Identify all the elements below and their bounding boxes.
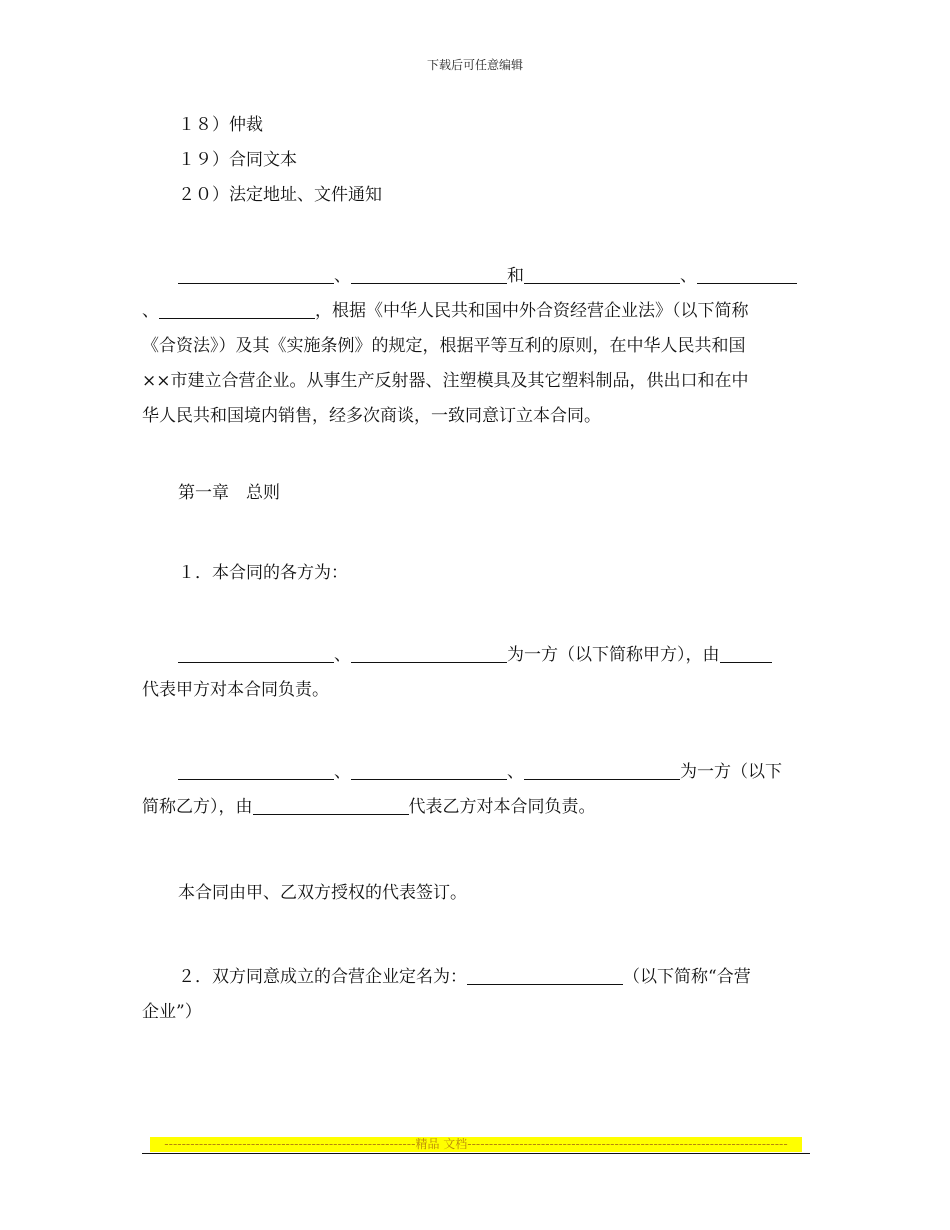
party-b-line: 、 、 为一方（以下 bbox=[142, 755, 810, 790]
footer-rule bbox=[142, 1153, 810, 1154]
document-body bbox=[142, 108, 810, 1030]
preamble-line-2: 、 ，根据《中华人民共和国中外合资经营企业法》（以下简称 bbox=[142, 301, 749, 321]
preamble-parties-line: 、 和 、 bbox=[142, 259, 810, 294]
blank-field[interactable] bbox=[351, 761, 507, 780]
article-2-line: ２．双方同意成立的合营企业定名为： （以下简称“合营 bbox=[178, 967, 751, 987]
party-a-line: 、 为一方（以下简称甲方），由 bbox=[142, 638, 810, 673]
blank-field[interactable] bbox=[159, 300, 315, 319]
blank-field[interactable] bbox=[697, 265, 797, 284]
footer-banner: ----------------------------------------------------------精品 文档-------------------------------------------------------------------------- bbox=[150, 1137, 802, 1152]
blank-field[interactable] bbox=[467, 966, 623, 985]
preamble-line-3: 《合资法》）及其《实施条例》的规定，根据平等互利的原则，在中华人民共和国 bbox=[142, 336, 746, 356]
blank-field[interactable] bbox=[253, 796, 409, 815]
blank-field[interactable] bbox=[178, 265, 334, 284]
blank-field[interactable] bbox=[720, 644, 772, 663]
signing-statement: 本合同由甲、乙双方授权的代表签订。 bbox=[178, 883, 467, 903]
blank-field[interactable] bbox=[351, 265, 507, 284]
party-a-line-2: 代表甲方对本合同负责。 bbox=[142, 680, 329, 700]
chapter-title: 第一章 总则 bbox=[178, 483, 280, 503]
party-b-line-2: 简称乙方），由 代表乙方对本合同负责。 bbox=[142, 797, 596, 817]
preamble-line-4: ××市建立合营企业。从事生产反射器、注塑模具及其它塑料制品，供出口和在中 bbox=[142, 371, 749, 391]
blank-field[interactable] bbox=[524, 265, 680, 284]
toc-item-19: １９）合同文本 bbox=[178, 150, 297, 170]
toc-item-20: ２０）法定地址、文件通知 bbox=[178, 185, 382, 205]
article-1-title: １．本合同的各方为： bbox=[178, 563, 348, 583]
blank-field[interactable] bbox=[351, 644, 507, 663]
blank-field[interactable] bbox=[178, 761, 334, 780]
preamble-line-5: 华人民共和国境内销售，经多次商谈，一致同意订立本合同。 bbox=[142, 406, 601, 426]
footer-label: 精品 文档 bbox=[415, 1137, 468, 1151]
article-2-line-2: 企业”） bbox=[142, 1002, 202, 1022]
blank-field[interactable] bbox=[524, 761, 680, 780]
page-footer bbox=[142, 1137, 810, 1154]
toc-item-18: １８）仲裁 bbox=[178, 115, 263, 135]
page-header: 下载后可任意编辑 bbox=[426, 58, 523, 72]
blank-field[interactable] bbox=[178, 644, 334, 663]
